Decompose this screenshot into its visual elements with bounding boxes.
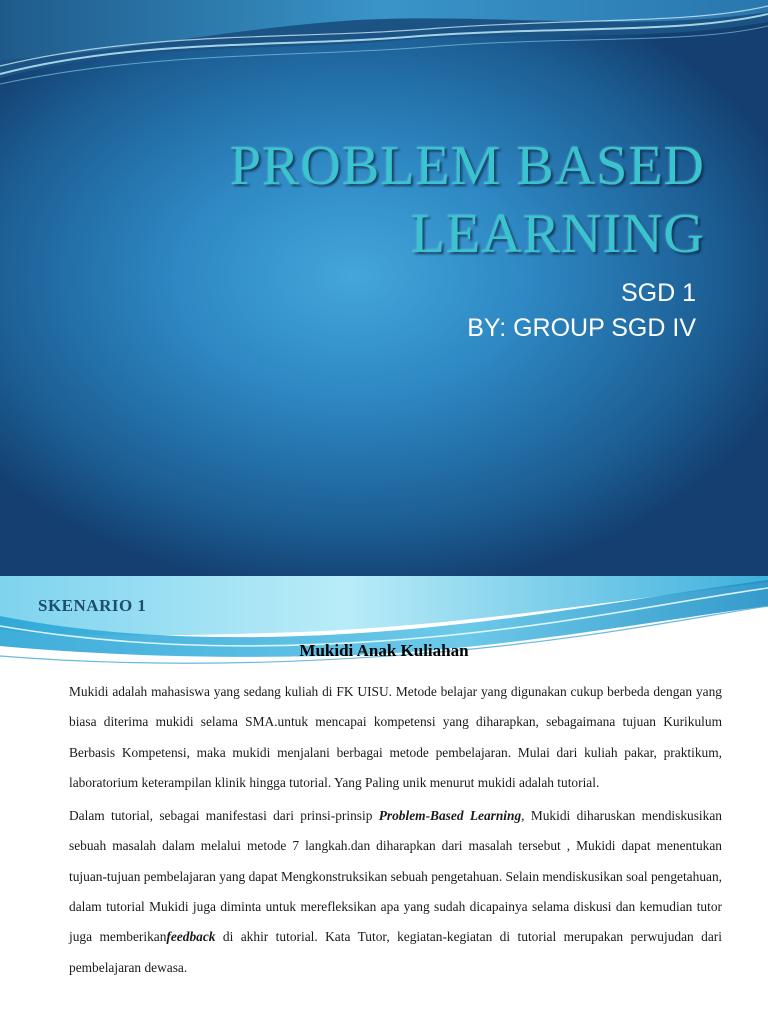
section-heading: SKENARIO 1 <box>38 596 147 615</box>
paragraph-2-part-1: Dalam tutorial, sebagai manifestasi dari prinsi-prinsip <box>69 808 379 824</box>
document-page <box>0 576 768 1024</box>
emphasis-problem-based-learning: Problem-Based Learning <box>378 808 522 824</box>
subtitle-line-2: BY: GROUP SGD IV <box>467 314 696 342</box>
document-body <box>69 677 722 986</box>
subtitle-line-1: SGD 1 <box>620 279 696 307</box>
paragraph-2-part-3: di akhir tutorial. Kata Tutor, kegiatan-kegiatan di tutorial merupakan perwujudan dari pembelajaran dewasa. <box>69 929 722 975</box>
document-title: Mukidi Anak Kuliahan <box>299 641 469 660</box>
slide-subtitle <box>467 276 696 346</box>
emphasis-feedback: feedback <box>166 929 216 945</box>
paragraph-1: Mukidi adalah mahasiswa yang sedang kuliah di FK UISU. Metode belajar yang digunakan cukup berbeda dengan yang biasa diterima mukidi selama SMA.untuk mencapai kompetensi yang diharapkan, sebagaimana tujuan Kurikulum Berbasis Kompetensi, maka mukidi menjalani berbagai metode pembelajaran. Mulai dari kuliah pakar, praktikum, laboratorium keterampilan klinik hingga tutorial. Yang Paling unik menurut mukidi adalah tutorial. <box>69 684 722 790</box>
wave-decoration-top <box>0 0 768 100</box>
slide-title: PROBLEM BASED LEARNING <box>229 135 705 265</box>
paragraph-2 <box>69 801 722 983</box>
paragraph-2-part-2: , Mukidi diharuskan mendiskusikan sebuah masalah dalam melalui metode 7 langkah.dan diharapkan dari masalah tersebut , Mukidi dapat menentukan tujuan-tujuan pembelajaran yang dapat Mengkonstruksikan sebuah pengetahuan. Selain mendiskusikan soal pengetahuan, dalam tutorial Mukidi juga diminta untuk merefleksikan apa yang sudah dicapainya selama diskusi dan kemudian tutor juga memberikan <box>69 808 722 945</box>
